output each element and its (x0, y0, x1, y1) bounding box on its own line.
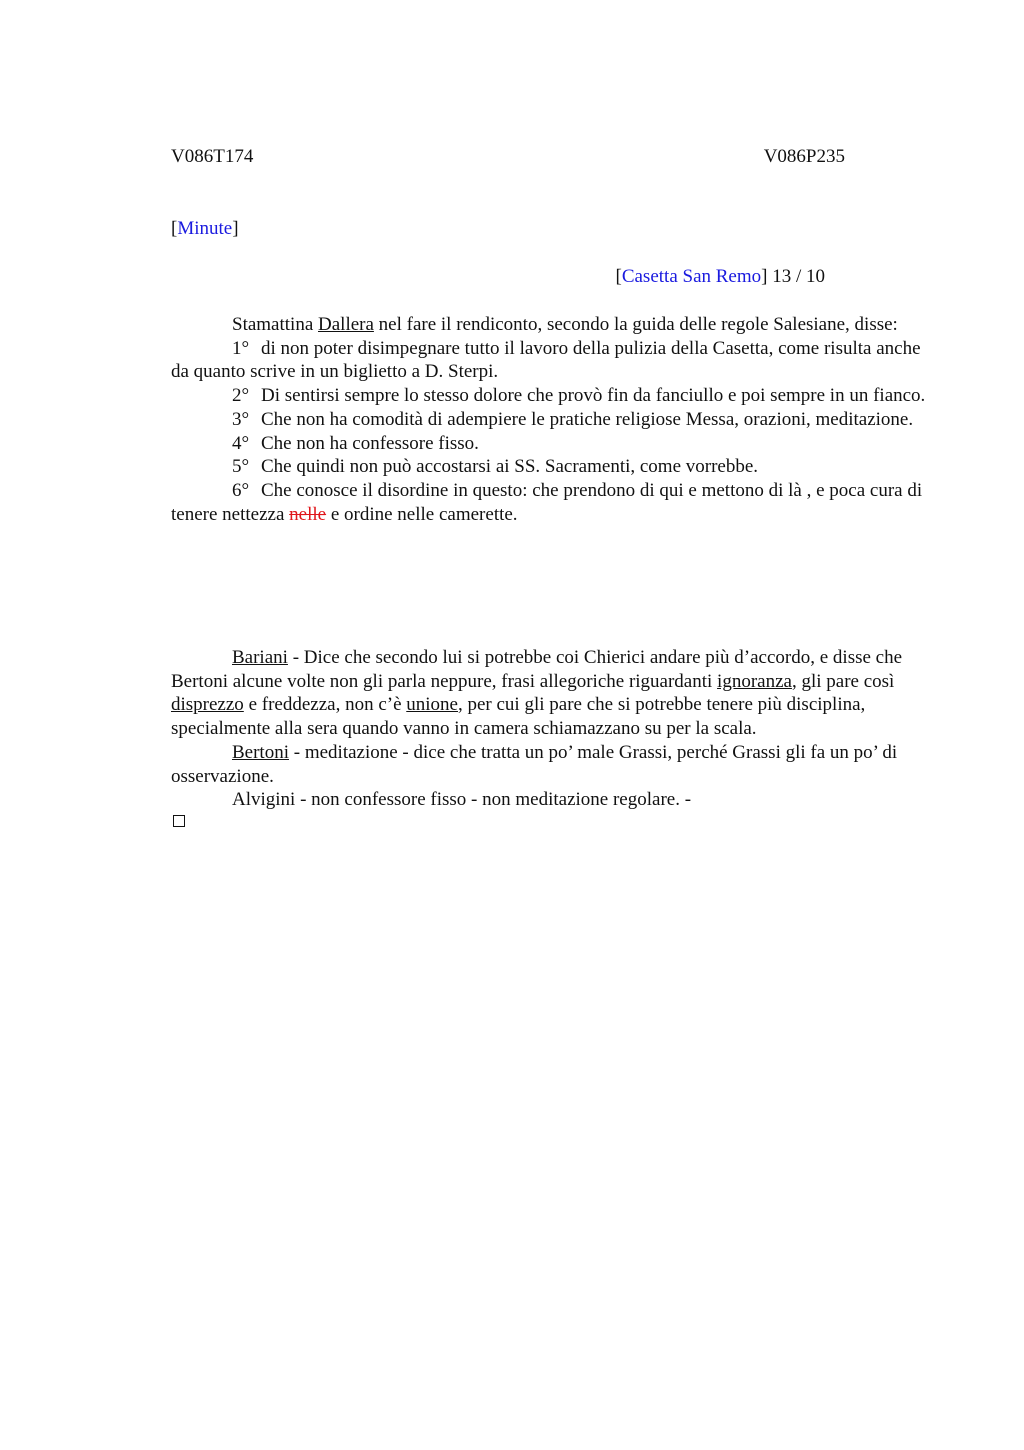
intro-name: Dallera (318, 314, 374, 335)
list-item-6 (171, 479, 931, 526)
item-text: Che conosce il disordine in questo: che prendono di qui e mettono di là , e poca cura di tenere nettezza (171, 479, 923, 525)
list-item-5 (171, 455, 931, 479)
bariani-paragraph (171, 646, 931, 741)
underlined-word: ignoranza (717, 670, 792, 692)
bariani-text-4: , per cui gli pare che si potrebbe tenere più disciplina, specialmente alla sera quando vanno in camera schiamazzano su per la scala. (171, 694, 866, 740)
item-text-end: e ordine nelle camerette. (326, 503, 518, 525)
doc-type-link[interactable]: Minute (177, 218, 233, 239)
header-codes (171, 146, 845, 170)
list-item-4 (171, 432, 931, 456)
bariani-text-3: e freddezza, non c’è (243, 694, 407, 716)
bertoni-name: Bertoni (232, 741, 289, 763)
struck-word: nelle (289, 503, 327, 525)
bariani-text-1: - Dice che secondo lui si potrebbe coi Chierici andare più d’accordo, e disse che Bertoni alcune volte non gli parla neppure, frasi allegoriche riguardanti (171, 647, 903, 692)
item-text: Che quindi non può accostarsi ai SS. Sacramenti, come vorrebbe. (261, 456, 759, 478)
item-number: 1° (232, 337, 250, 359)
item-text: Che non ha comodità di adempiere le pratiche religiose Messa, orazioni, meditazione. (261, 408, 914, 430)
list-item-3 (171, 408, 931, 432)
list-item-1 (171, 337, 931, 384)
intro-pre: Stamattina (232, 314, 319, 335)
alvigini-text: Alvigini - non confessore fisso - non meditazione regolare. - (232, 789, 692, 811)
item-number: 3° (232, 408, 250, 430)
bariani-text-2: , gli pare così (791, 670, 895, 692)
bariani-name: Bariani (232, 647, 288, 668)
right-code: V086P235 (763, 146, 845, 167)
left-code: V086T174 (171, 146, 254, 167)
notes-block (171, 646, 931, 812)
list-item-2 (171, 384, 931, 408)
place-link[interactable]: Casetta San Remo (621, 266, 762, 287)
item-number: 5° (232, 456, 250, 478)
date: 13 / 10 (772, 266, 825, 287)
dallera-block (171, 313, 931, 526)
end-box-icon (173, 815, 185, 827)
bertoni-text: - meditazione - dice che tratta un po’ male Grassi, perché Grassi gli fa un po’ di osservazione. (171, 741, 898, 787)
underlined-word: disprezzo (171, 694, 244, 716)
bertoni-paragraph (171, 741, 931, 788)
item-number: 6° (232, 479, 250, 501)
doc-type-label: [Minute] (171, 218, 239, 239)
intro-post: nel fare il rendiconto, secondo la guida delle regole Salesiane, disse: (373, 314, 898, 335)
item-text: di non poter disimpegnare tutto il lavoro della pulizia della Casetta, come risulta anche da quanto scrive in un biglietto a D. Sterpi. (171, 337, 921, 383)
item-text: Che non ha confessore fisso. (261, 432, 479, 454)
alvigini-paragraph (171, 788, 931, 812)
intro-paragraph (171, 313, 931, 337)
underlined-word: unione (406, 694, 458, 716)
item-number: 4° (232, 432, 250, 454)
item-text: Di sentirsi sempre lo stesso dolore che provò fin da fanciullo e poi sempre in un fianco. (261, 385, 926, 407)
item-number: 2° (232, 385, 250, 407)
place-date-line: [Casetta San Remo] 13 / 10 (615, 266, 825, 287)
